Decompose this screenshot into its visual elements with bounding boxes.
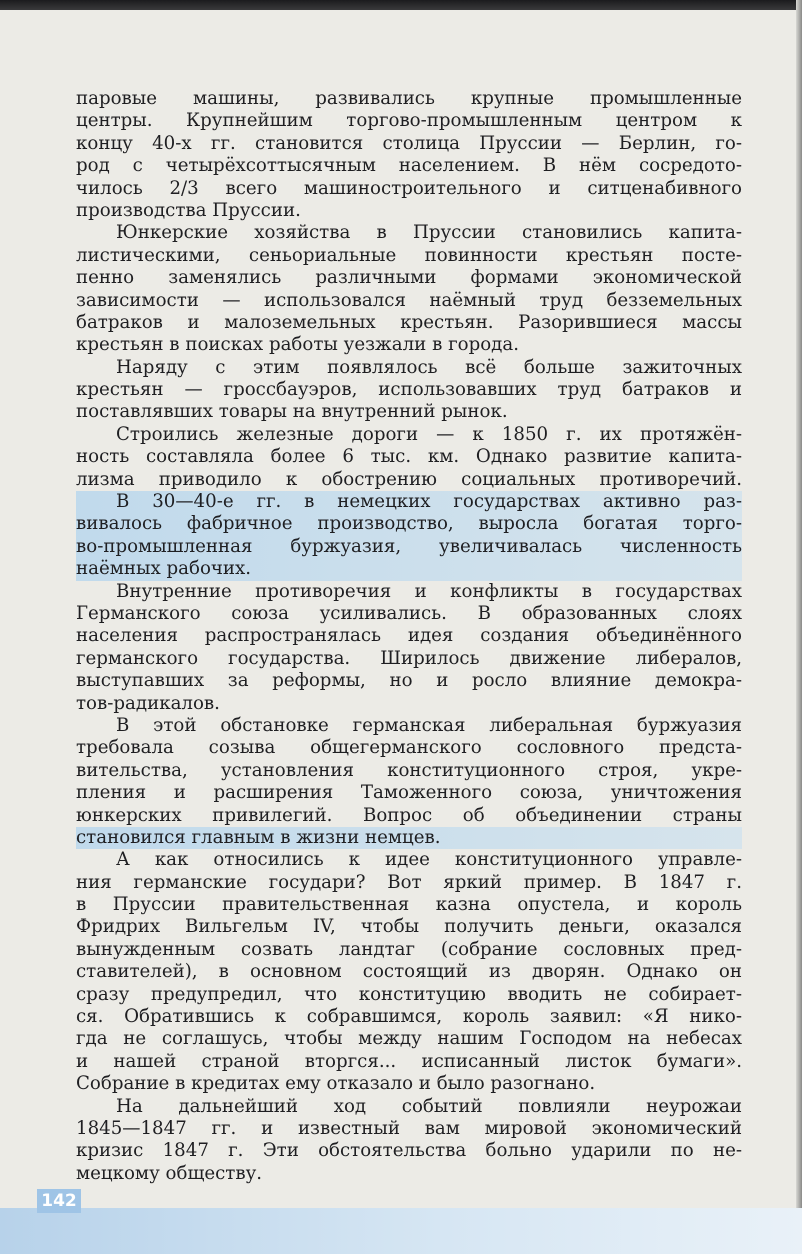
book-top-edge (0, 0, 802, 10)
text-line: пления и расширения Таможенного союза, уничтожения (76, 782, 742, 804)
body-text (76, 88, 742, 1185)
text-line: На дальнейший ход событий повлияли неурожаи (116, 1095, 742, 1117)
text-line: в Пруссии правительственная казна опустела, и король (76, 894, 742, 916)
text-line: кризис 1847 г. Эти обстоятельства больно ударили по не- (76, 1140, 742, 1162)
text-line: Внутренние противоречия и конфликты в государствах (116, 580, 742, 602)
text-line: зависимости — использовался наёмный труд безземельных (76, 289, 742, 311)
text-line: выступавших за реформы, но и росло влияние демокра- (76, 670, 742, 692)
text-line: Наряду с этим появлялось всё больше зажиточных (116, 356, 742, 378)
text-line: мецкому обществу. (76, 1162, 263, 1184)
text-line: Собрание в кредитах ему отказало и было разогнано. (76, 1073, 596, 1095)
text-line: ность составляла более 6 тыс. км. Однако развитие капита- (76, 446, 742, 468)
highlighted-text-line: становился главным в жизни немцев. (76, 827, 742, 849)
text-line: производства Пруссии. (76, 199, 301, 221)
highlighted-text-line: вивалось фабричное производство, выросла богатая торго- (76, 513, 742, 535)
text-line: тов-радикалов. (76, 692, 220, 714)
text-line: В этой обстановке германская либеральная буржуазия (116, 714, 742, 736)
text-line: и нашей страной вторгся... исписанный листок бумаги». (76, 1050, 742, 1072)
text-line: крестьян — гроссбауэров, использовавших труд батраков и (76, 379, 742, 401)
text-line: вительства, установления конституционного строя, укре- (76, 759, 742, 781)
text-line: паровые машины, развивались крупные промышленные (76, 88, 742, 109)
text-line: пенно заменялись различными формами экономической (76, 267, 742, 289)
text-line: Юнкерские хозяйства в Пруссии становились капита- (116, 222, 742, 244)
text-line: сразу предупредил, что конституцию вводить не собирает- (76, 983, 742, 1005)
text-line: Фридрих Вильгельм IV, чтобы получить деньги, оказался (76, 916, 742, 938)
text-line: юнкерских привилегий. Вопрос об объединении страны (76, 804, 742, 826)
text-line: вынужденным созвать ландтаг (собрание сословных пред- (76, 938, 742, 960)
highlighted-text-line: во-промышленная буржуазия, увеличивалась численность (76, 535, 742, 557)
footer-band (0, 1208, 802, 1254)
page-number: 142 (41, 1191, 77, 1211)
highlighted-text-line: наёмных рабочих. (76, 558, 742, 580)
text-line: населения распространялась идея создания объединённого (76, 625, 742, 647)
text-line: ставителей), в основном состоящий из дворян. Однако он (76, 961, 742, 983)
text-line: чилось 2/3 всего машиностроительного и ситценабивного (76, 177, 742, 199)
text-line: ния германские государи? Вот яркий пример. В 1847 г. (76, 871, 742, 893)
text-line: батраков и малоземельных крестьян. Разорившиеся массы (76, 311, 742, 333)
text-line: листическими, сеньориальные повинности крестьян посте- (76, 244, 742, 266)
text-line: лизма приводило к обострению социальных противоречий. (76, 468, 742, 490)
text-line: требовала созыва общегерманского сословного предста- (76, 737, 742, 759)
text-line: концу 40-х гг. становится столица Пруссии — Берлин, го- (76, 132, 742, 154)
text-line: 1845—1847 гг. и известный вам мировой экономический (76, 1117, 742, 1139)
text-line: крестьян в поисках работы уезжали в города. (76, 334, 519, 356)
highlighted-text-line: В 30—40-е гг. в немецких государствах активно раз- (76, 491, 742, 513)
text-line: Строились железные дороги — к 1850 г. их протяжён- (116, 423, 742, 445)
text-line: А как относились к идее конституционного управле- (116, 849, 742, 871)
text-line: ся. Обратившись к собравшимся, король заявил: «Я нико- (76, 1006, 742, 1028)
book-spine-edge (796, 0, 802, 1254)
text-line: Германского союза усиливались. В образованных слоях (76, 602, 742, 624)
text-line: гда не соглашусь, чтобы между нашим Господом на небесах (76, 1028, 742, 1050)
text-line: центры. Крупнейшим торгово-промышленным центром к (76, 110, 742, 132)
text-line: германского государства. Ширилось движение либералов, (76, 647, 742, 669)
text-line: поставлявших товары на внутренний рынок. (76, 401, 508, 423)
text-line: род с четырёхсоттысячным населением. В нём сосредото- (76, 155, 742, 177)
